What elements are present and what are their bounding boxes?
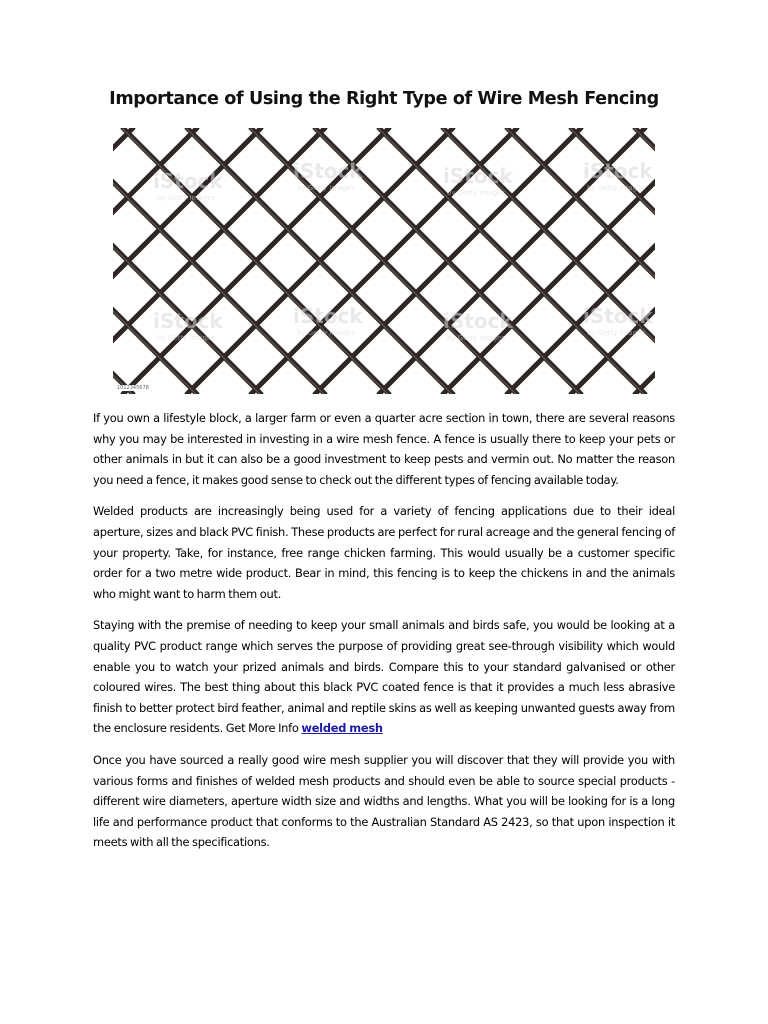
wire-mesh-image: [113, 128, 655, 394]
page-title: Importance of Using the Right Type of Wire Mesh Fencing: [109, 89, 659, 109]
article-body: [93, 408, 675, 864]
istock-watermark: iStock: [293, 159, 363, 183]
paragraph-3: [93, 615, 675, 739]
istock-watermark-sub: by Getty Images: [587, 329, 645, 337]
istock-watermark-sub: by Getty Images: [447, 334, 505, 342]
paragraph-3-text: Staying with the premise of needing to keep your small animals and birds safe, you would be looking at a quality PVC product range which serves the purpose of providing great see-through visibility which would enable you to watch your prized animals and birds. Compare this to your standard galvanised or other coloured wires. The best thing about this black PVC coated fence is that it provides a much less abrasive finish to better protect bird feather, animal and reptile skins as well as keeping unwanted guests away from the enclosure residents. Get More Info: [93, 618, 675, 736]
istock-watermark-sub: by Getty Images: [447, 189, 505, 197]
photo-code-label: 1012345678: [117, 385, 149, 391]
paragraph-1: If you own a lifestyle block, a larger farm or even a quarter acre section in town, there are several reasons why you may be interested in investing in a wire mesh fence. A fence is usually there to keep your pets or other animals in but it can also be a good investment to keep pests and vermin out. No matter the reason you need a fence, it makes good sense to check out the different types of fencing available today.: [93, 411, 675, 487]
wire-mesh-photo: [113, 128, 655, 394]
istock-watermark: iStock: [443, 309, 513, 333]
istock-watermark: iStock: [293, 304, 363, 328]
istock-watermark-sub: by Getty Images: [587, 184, 645, 192]
paragraph-2: Welded products are increasingly being used for a variety of fencing applications due to their ideal aperture, sizes and black PVC finish. These products are perfect for rural acreage and the general fencing of your property. Take, for instance, free range chicken farming. This would usually be a customer specific order for a two metre wide product. Bear in mind, this fencing is to keep the chickens in and the animals who might want to harm them out.: [93, 504, 675, 601]
istock-watermark: iStock: [443, 164, 513, 188]
paragraph-4: Once you have sourced a really good wire mesh supplier you will discover that they will provide you with various forms and finishes of welded mesh products and should even be able to source special products - different wire diameters, aperture width size and widths and lengths. What you will be looking for is a long life and performance product that conforms to the Australian Standard AS 2423, so that upon inspection it meets with all the specifications.: [93, 752, 675, 850]
welded-mesh-link[interactable]: welded mesh: [301, 721, 383, 736]
istock-watermark: iStock: [583, 304, 653, 328]
istock-watermark-sub: by Getty Images: [157, 334, 215, 342]
istock-watermark-sub: by Getty Images: [297, 184, 355, 192]
istock-watermark: iStock: [153, 169, 223, 193]
istock-watermark: iStock: [583, 159, 653, 183]
istock-watermark-sub: by Getty Images: [157, 194, 215, 202]
istock-watermark-sub: by Getty Images: [297, 329, 355, 337]
istock-watermark: iStock: [153, 309, 223, 333]
